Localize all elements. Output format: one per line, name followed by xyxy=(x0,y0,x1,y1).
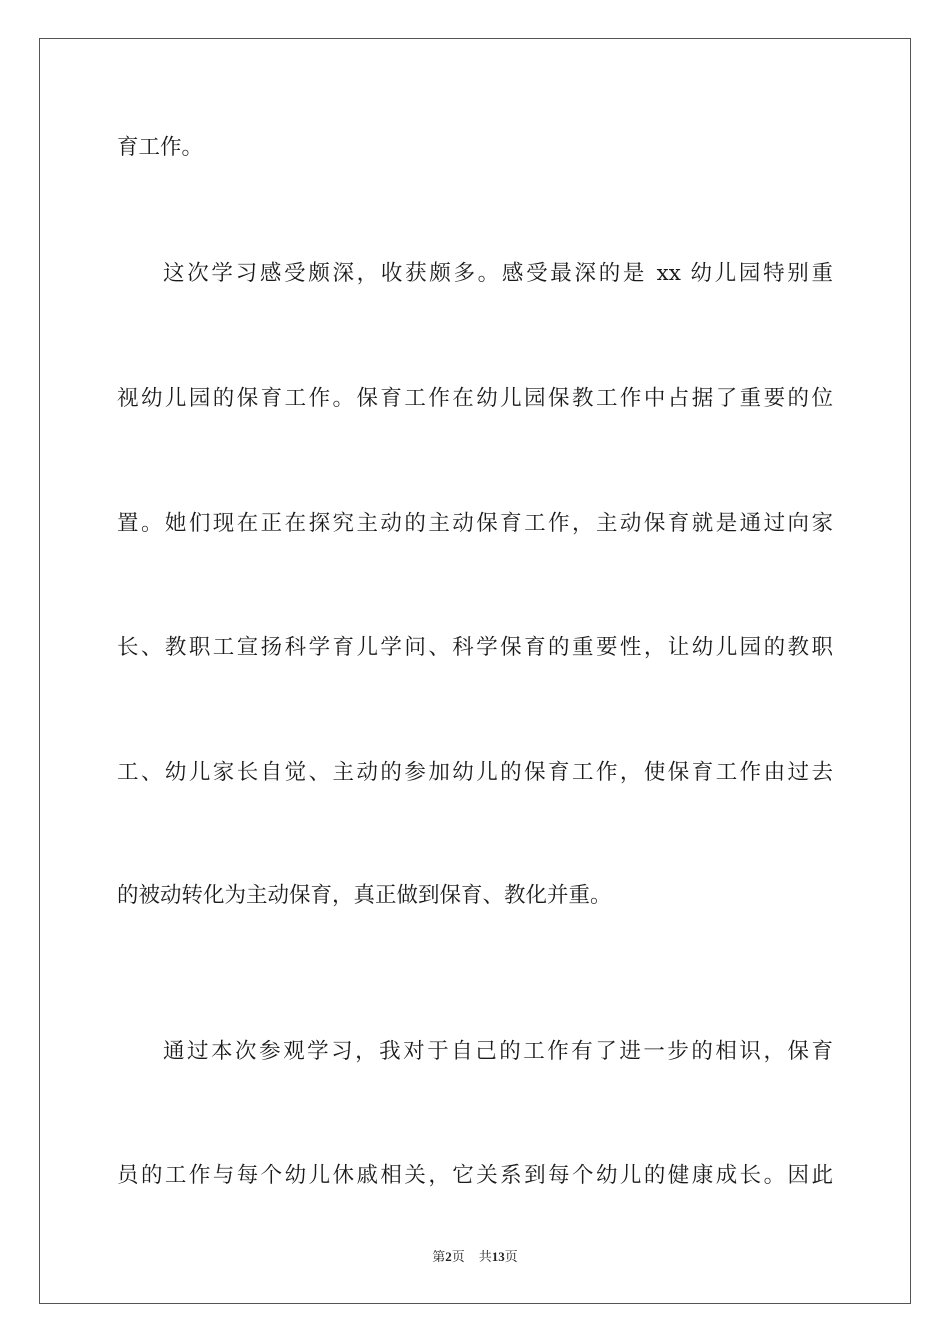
paragraph-line: 长、教职工宣扬科学育儿学问、科学保育的重要性，让幼儿园的教职 xyxy=(117,635,833,660)
paragraph-line: 通过本次参观学习，我对于自己的工作有了进一步的相识，保育 xyxy=(163,1039,833,1064)
total-prefix: 共 xyxy=(478,1249,492,1264)
page-border xyxy=(39,38,911,1304)
total-pages: 13 xyxy=(491,1249,505,1264)
total-suffix: 页 xyxy=(504,1249,518,1264)
paragraph-line: 员的工作与每个幼儿休戚相关，它关系到每个幼儿的健康成长。因此 xyxy=(117,1163,833,1188)
paragraph-line: 的被动转化为主动保育，真正做到保育、教化并重。 xyxy=(117,883,612,908)
page-number: 2 xyxy=(445,1249,452,1264)
page-suffix: 页 xyxy=(451,1249,465,1264)
paragraph-line: 视幼儿园的保育工作。保育工作在幼儿园保教工作中占据了重要的位 xyxy=(117,386,833,411)
paragraph-line: 置。她们现在正在探究主动的主动保育工作，主动保育就是通过向家 xyxy=(117,511,833,536)
page-prefix: 第 xyxy=(432,1249,446,1264)
page-footer xyxy=(0,1247,950,1267)
paragraph-line: 工、幼儿家长自觉、主动的参加幼儿的保育工作，使保育工作由过去 xyxy=(117,760,833,785)
paragraph-line: 这次学习感受颇深，收获颇多。感受最深的是 xx 幼儿园特别重 xyxy=(163,261,833,286)
paragraph-line: 育工作。 xyxy=(117,135,204,160)
